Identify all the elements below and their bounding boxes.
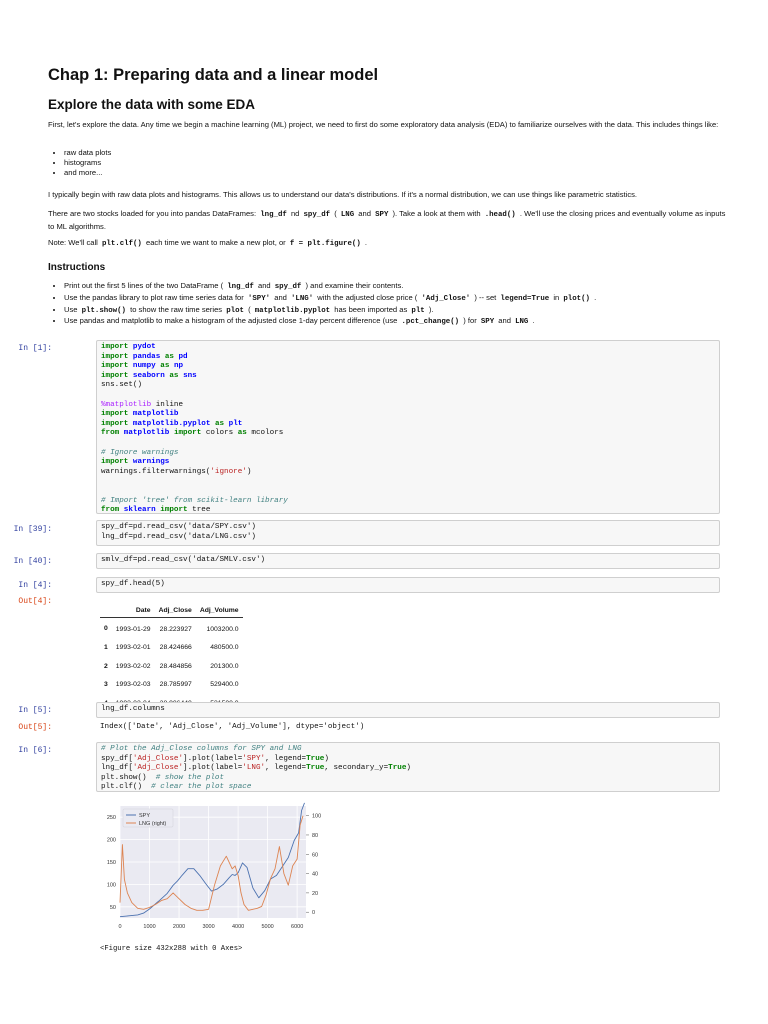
row-index: 0 [104, 624, 108, 632]
line-chart [96, 800, 336, 940]
cell-date: 1993-02-02 [115, 662, 151, 670]
code-cell[interactable]: import pydot import pandas as pd import numpy as np import seaborn as sns sns.set() %matplotlib inline import matplotlib import matplotlib.pyplot as plt from matplotlib import colors as mcolors # Ignore warnings import warnings warnings.filterwarnings('ignore') # Import 'tree' from scikit-learn library from sklearn import tree [96, 340, 720, 514]
y-right-tick-label: 80 [312, 832, 319, 839]
y-right-tick-label: 100 [312, 813, 322, 820]
row-index: 3 [104, 681, 108, 689]
table-row [100, 657, 243, 676]
cell-prompt: In [5]: [18, 706, 52, 715]
figure-size-text: <Figure size 432x288 with 0 Axes> [100, 945, 243, 953]
legend-label: LNG (right) [139, 821, 167, 827]
cell-adj-close: 28.424666 [159, 644, 192, 652]
x-tick-label: 3000 [202, 924, 215, 930]
instruction-item: • Use the pandas library to plot raw time series data for 'SPY' and 'LNG' with the adjusted close price ( 'Adj_Close' ) -- set legend=True in plot() . [64, 293, 596, 305]
cell-adj-close: 28.484856 [159, 662, 192, 670]
note-paragraph: Note: We'll call plt.clf() each time we want to make a new plot, or f = plt.figure() . [48, 238, 368, 248]
cell-prompt: In [40]: [13, 557, 52, 566]
y-left-tick-label: 150 [106, 860, 116, 866]
column-header: Date [135, 606, 151, 614]
code-cell[interactable]: spy_df=pd.read_csv('data/SPY.csv') lng_df=pd.read_csv('data/LNG.csv') [96, 520, 720, 546]
y-left-tick-label: 250 [106, 815, 116, 822]
output-prompt: Out[4]: [18, 597, 52, 606]
eda-heading: Explore the data with some EDA [48, 97, 256, 112]
cell-prompt: In [39]: [13, 525, 52, 534]
legend-label: SPY [139, 813, 151, 819]
eda-bullet-list [48, 148, 111, 177]
table-header-row [100, 603, 243, 618]
cell-date: 1993-02-03 [115, 681, 151, 689]
y-left-tick-label: 50 [109, 904, 116, 911]
eda-intro: First, let's explore the data. Any time we begin a machine learning (ML) project, we need to first do some exploratory data analysis (EDA) to familiarize ourselves with the data. This includes things like: [48, 120, 719, 129]
cell-prompt: In [4]: [18, 581, 52, 590]
column-header: Adj_Close [158, 606, 192, 614]
instructions-list [48, 281, 596, 328]
table-row [100, 618, 243, 639]
list-item: • raw data plots [64, 148, 111, 158]
instruction-item: • Use plt.show() to show the raw time series plot ( matplotlib.pyplot has been imported as plt ). [64, 305, 596, 317]
y-right-tick-label: 20 [312, 890, 319, 897]
page-title: Chap 1: Preparing data and a linear model [48, 66, 379, 84]
row-index: 1 [104, 644, 108, 652]
x-tick-label: 1000 [143, 924, 156, 930]
column-header: Adj_Volume [199, 606, 239, 614]
cell-date: 1993-01-29 [115, 625, 151, 633]
cell-adj-volume: 529400.0 [210, 681, 239, 689]
list-item: • histograms [64, 158, 111, 168]
dataframe-table [100, 603, 243, 713]
cell-prompt: In [1]: [18, 344, 52, 353]
instruction-item: • Print out the first 5 lines of the two DataFrame ( lng_df and spy_df ) and examine their contents. [64, 281, 596, 293]
list-item: • and more... [64, 168, 111, 178]
code-cell[interactable]: smlv_df=pd.read_csv('data/SMLV.csv') [96, 553, 720, 569]
output-prompt: Out[5]: [18, 723, 52, 732]
table-row [100, 676, 243, 695]
cell-adj-close: 28.223927 [159, 625, 192, 633]
output-text: Index(['Date', 'Adj_Close', 'Adj_Volume'], dtype='object') [100, 723, 365, 731]
cell-adj-volume: 1003200.0 [206, 625, 239, 633]
y-right-tick-label: 40 [312, 871, 319, 878]
code-cell[interactable]: lng_df.columns [96, 702, 720, 718]
code-cell[interactable]: # Plot the Adj_Close columns for SPY and LNG spy_df['Adj_Close'].plot(label='SPY', legend=True) lng_df['Adj_Close'].plot(label='LNG', legend=True, secondary_y=True) plt.show() # show the plot plt.clf() # clear the plot space [96, 742, 720, 792]
x-tick-label: 5000 [261, 924, 274, 930]
eda-paragraph-2: I typically begin with raw data plots and histograms. This allows us to understand our data's distributions. If it's a normal distribution, we can use things like parametric statistics. [48, 190, 638, 199]
cell-date: 1993-02-01 [115, 644, 151, 652]
cell-prompt: In [6]: [18, 746, 52, 755]
code-cell[interactable]: spy_df.head(5) [96, 577, 720, 593]
cell-adj-close: 28.785997 [159, 681, 192, 689]
y-left-tick-label: 100 [106, 882, 116, 889]
x-tick-label: 2000 [172, 924, 186, 930]
y-left-tick-label: 200 [106, 837, 116, 844]
x-tick-label: 0 [118, 924, 122, 930]
x-tick-label: 4000 [231, 924, 245, 930]
cell-adj-volume: 480500.0 [210, 644, 239, 652]
instructions-heading: Instructions [48, 262, 106, 273]
cell-adj-volume: 201300.0 [210, 662, 239, 670]
y-right-tick-label: 60 [312, 852, 319, 859]
table-row [100, 639, 243, 658]
eda-paragraph-3: There are two stocks loaded for you into pandas DataFrames: lng_df nd spy_df ( LNG and SPY ). Take a look at them with .head() . We'll use the closing prices and eventually volume as inputs to ML algorithms. [48, 209, 726, 231]
row-index: 2 [104, 662, 108, 670]
y-right-tick-label: 0 [312, 910, 316, 917]
x-tick-label: 6000 [291, 924, 304, 930]
column-header [100, 603, 112, 618]
instruction-item: • Use pandas and matplotlib to make a histogram of the adjusted close 1-day percent difference (use .pct_change() ) for SPY and LNG . [64, 316, 596, 328]
